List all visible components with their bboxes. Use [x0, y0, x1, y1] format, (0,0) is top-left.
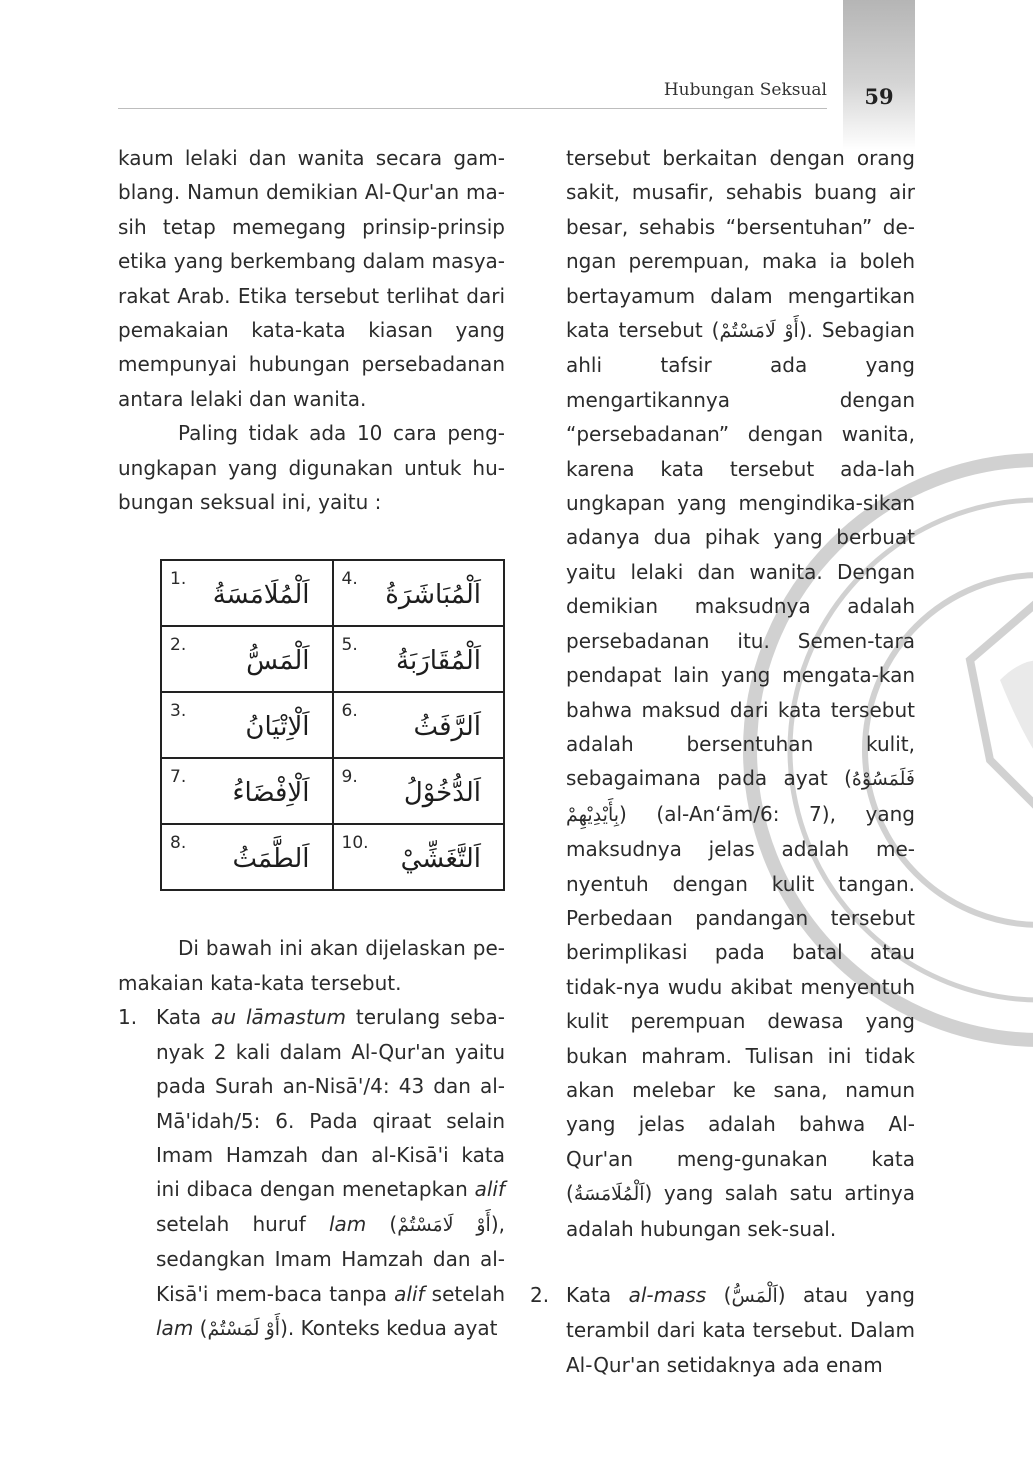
arabic-inline: فَلَمَسُوْهُ بِأَيْدِيْهِمْ: [566, 768, 915, 826]
table-cell: [161, 560, 333, 626]
page-tab: [843, 0, 915, 150]
arabic-inline: أَوْ لَامَسْتُمْ: [397, 1213, 491, 1236]
table-cell: [333, 560, 505, 626]
table-cell: [161, 758, 333, 824]
terms-table: [160, 559, 505, 891]
spacer: [118, 519, 505, 559]
header-rule: [118, 108, 827, 109]
paragraph-explanation: Di bawah ini akan dijelaskan pe-makaian kata-kata tersebut.: [118, 936, 505, 995]
term-number: 5.: [341, 635, 358, 656]
table-row: [161, 626, 504, 692]
table-cell: [161, 692, 333, 758]
paragraph-ten-ways: Paling tidak ada 10 cara peng-ungkapan yang digunakan untuk hu-bungan seksual ini, yaitu :: [118, 421, 505, 515]
table-row: [161, 692, 504, 758]
list-number: 2.: [530, 1283, 550, 1307]
left-column: [118, 141, 505, 1346]
term-number: 2.: [170, 635, 187, 656]
list-item-1: [118, 1000, 505, 1346]
list-number: 1.: [118, 1005, 138, 1030]
right-column: [530, 141, 915, 1382]
list-item-text: Kata au lāmastum terulang seba-nyak 2 kali dalam Al-Qur'an yaitu pada Surah an-Nisā'/4: 43 dan al-Mā'idah/5: 6. Pada qiraat selain Imam Hamzah dan al-Kisā'i kata ini dibaca dengan menetapkan alif setelah huruf lam (أَوْ لَامَسْتُمْ), sedangkan Imam Hamzah dan al-Kisā'i mem-baca tanpa alif setelah lam (أَوْ لَمَسْتُمْ). Konteks kedua ayat: [156, 1005, 506, 1340]
table-cell: [161, 626, 333, 692]
arabic-term: اَلطَّمَثُ: [232, 844, 310, 875]
arabic-term: اَلدُّخُوْلُ: [403, 778, 481, 809]
term-number: 9.: [341, 767, 358, 788]
term-number: 6.: [341, 701, 358, 722]
arabic-inline: أَوْ لَمَسْتُمْ: [207, 1317, 281, 1340]
arabic-term: اَلْاِتْيَانُ: [245, 712, 310, 743]
arabic-inline: اَلْمُلَامَسَةُ: [573, 1183, 645, 1206]
term-number: 4.: [341, 569, 358, 590]
table-row: [161, 758, 504, 824]
table-cell: [333, 824, 505, 890]
running-title: Hubungan Seksual: [663, 80, 827, 100]
table-cell: [333, 758, 505, 824]
list-item-2: [530, 1278, 915, 1382]
spacer: [566, 1246, 915, 1278]
paragraph-continuation: tersebut berkaitan dengan orang sakit, musafir, sehabis buang air besar, sehabis “bersentuhan” de-ngan perempuan, maka ia boleh bertayamum dalam mengartikan kata tersebut (أَوْ لَامَسْتُمْ). Sebagian ahli tafsir ada yang mengartikannya dengan “persebadanan” dengan wanita, karena kata tersebut ada-lah ungkapan yang mengindika-sikan adanya dua pihak yang berbuat yaitu lelaki dan wanita. Dengan demikian maksudnya adalah persebadanan itu. Semen-tara pendapat lain yang mengata-kan bahwa maksud dari kata tersebut adalah bersentuhan kulit, sebagaimana pada ayat (فَلَمَسُوْهُ بِأَيْدِيْهِمْ) (al-An‘ām/6: 7), yang maksudnya jelas adalah me-nyentuh dengan kulit tangan. Perbedaan pandangan tersebut berimplikasi pada batal atau tidak-nya wudu akibat menyentuh kulit perempuan dewasa yang bukan mahram. Tulisan ini tidak akan melebar ke sana, namun yang jelas adalah bahwa Al-Qur'an meng-gunakan kata (اَلْمُلَامَسَةُ) yang salah satu artinya adalah hubungan sek-sual.: [566, 146, 915, 1241]
term-number: 8.: [170, 833, 187, 854]
term-number: 7.: [170, 767, 187, 788]
table-cell: [333, 626, 505, 692]
arabic-term: اَلرَّفَثُ: [413, 712, 481, 743]
arabic-inline: أَوْ لَامَسْتُمْ: [719, 320, 799, 343]
table-row: [161, 560, 504, 626]
arabic-term: اَلتَّغَشِّيْ: [400, 844, 481, 875]
arabic-term: اَلْمُلَامَسَةُ: [212, 580, 310, 611]
term-number: 3.: [170, 701, 187, 722]
paragraph-intro: kaum lelaki dan wanita secara gam-blang. Namun demikian Al-Qur'an ma-sih tetap memegang prinsip-prinsip etika yang berkembang dalam masya-rakat Arab. Etika tersebut terlihat dari pemakaian kata-kata kiasan yang mempunyai hubungan persebadanan antara lelaki dan wanita.: [118, 146, 505, 411]
table-cell: [161, 824, 333, 890]
term-number: 10.: [341, 833, 369, 854]
arabic-term: اَلْمُبَاشَرَةُ: [385, 580, 481, 611]
arabic-term: اَلْاِفْضَاءُ: [232, 778, 310, 809]
arabic-inline: اَلْمَسُّ: [731, 1285, 778, 1307]
page-number: 59: [864, 84, 894, 109]
arabic-term: اَلْمَسُّ: [246, 646, 310, 677]
spacer: [118, 891, 505, 931]
term-number: 1.: [170, 569, 187, 590]
table-cell: [333, 692, 505, 758]
arabic-term: اَلْمُقَارَبَةُ: [396, 646, 481, 677]
list-item-text: Kata al-mass (اَلْمَسُّ) atau yang terambil dari kata tersebut. Dalam Al-Qur'an setidaknya ada enam: [566, 1283, 915, 1377]
table-row: [161, 824, 504, 890]
